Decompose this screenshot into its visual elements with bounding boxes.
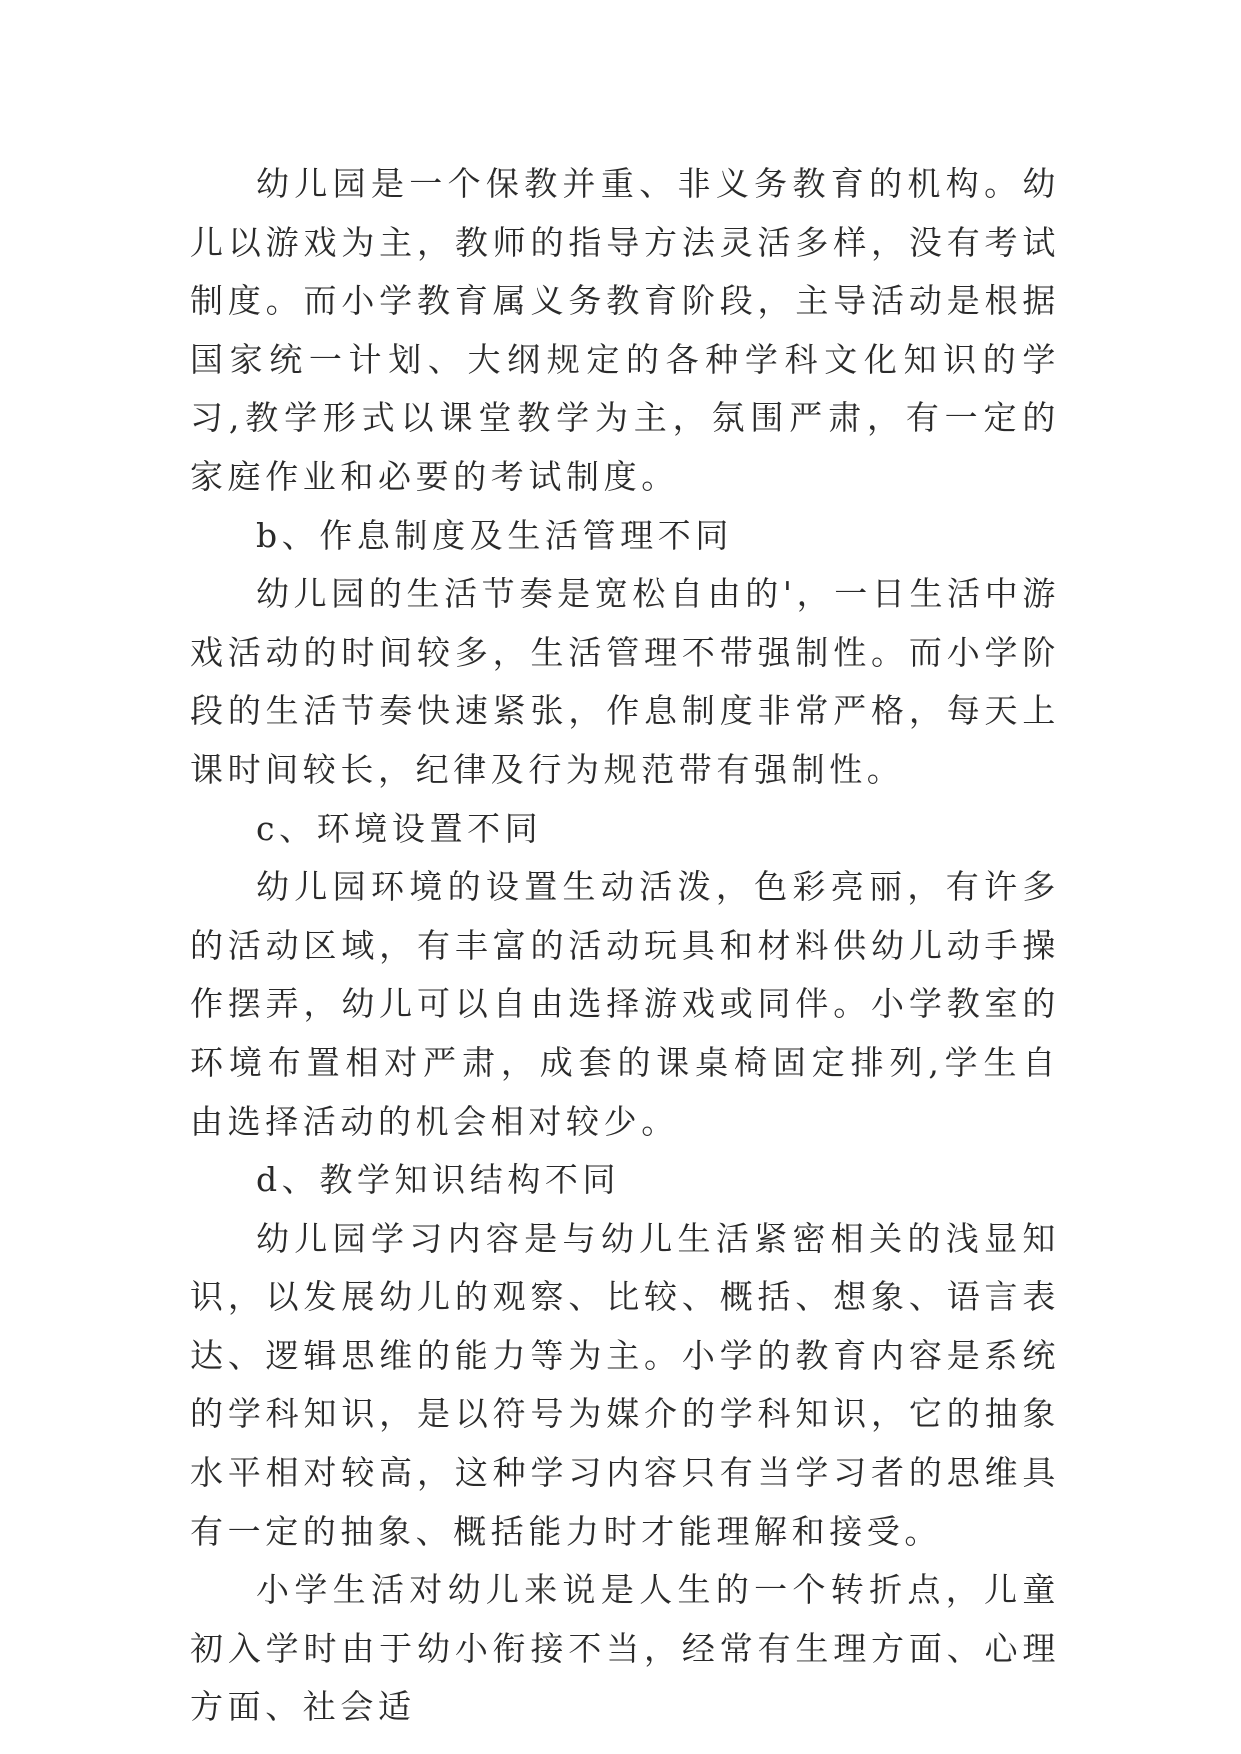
document-body (190, 155, 1060, 1737)
heading-schedule-difference: b、作息制度及生活管理不同 (256, 515, 733, 555)
heading-knowledge-structure-difference: d、教学知识结构不同 (256, 1160, 621, 1200)
heading-environment-difference: c、环境设置不同 (256, 808, 543, 848)
paragraph-environment-difference: 幼儿园环境的设置生动活泼，色彩亮丽，有许多的活动区域，有丰富的活动玩具和材料供幼儿动手操作摆弄，幼儿可以自由选择游戏或同伴。小学教室的环境布置相对严肃，成套的课桌椅固定排列,学生自由选择活动的机会相对较少。 (190, 867, 1060, 1141)
paragraph-transition-turning-point: 小学生活对幼儿来说是人生的一个转折点，儿童初入学时由于幼小衔接不当，经常有生理方面、心理方面、社会适 (190, 1570, 1060, 1727)
paragraph-school-differences: 幼儿园是一个保教并重、非义务教育的机构。幼儿以游戏为主，教师的指导方法灵活多样，没有考试制度。而小学教育属义务教育阶段，主导活动是根据国家统一计划、大纲规定的各种学科文化知识的学习,教学形式以课堂教学为主，氛围严肃，有一定的家庭作业和必要的考试制度。 (190, 164, 1060, 496)
paragraph-schedule-difference: 幼儿园的生活节奏是宽松自由的'，一日生活中游戏活动的时间较多，生活管理不带强制性。而小学阶段的生活节奏快速紧张，作息制度非常严格，每天上课时间较长，纪律及行为规范带有强制性。 (190, 574, 1060, 789)
paragraph-knowledge-structure-difference: 幼儿园学习内容是与幼儿生活紧密相关的浅显知识，以发展幼儿的观察、比较、概括、想象、语言表达、逻辑思维的能力等为主。小学的教育内容是系统的学科知识，是以符号为媒介的学科知识，它的抽象水平相对较高，这种学习内容只有当学习者的思维具有一定的抽象、概括能力时才能理解和接受。 (190, 1218, 1060, 1551)
